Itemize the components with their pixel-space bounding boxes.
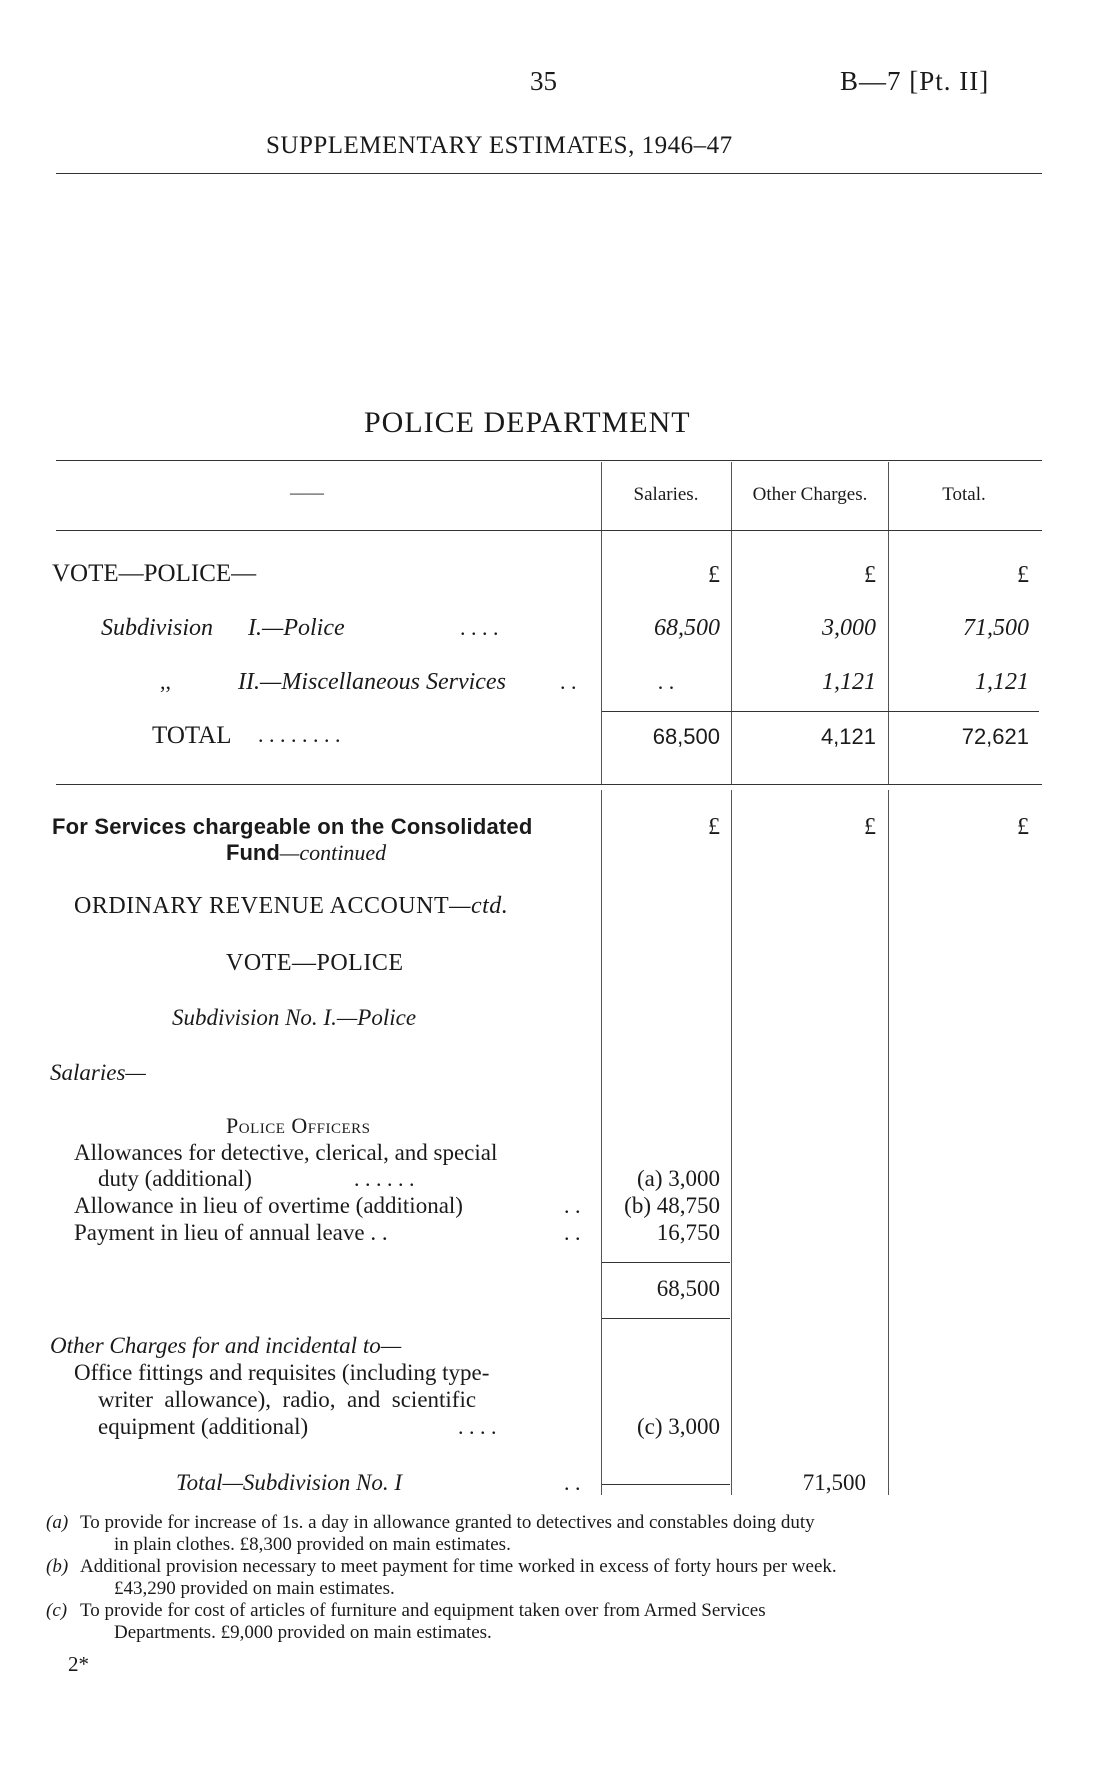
summary-blank-header: —— [290,483,324,502]
total-rule [602,711,1039,712]
footnote-b [46,1556,837,1578]
footnote-c-line2: Departments. £9,000 provided on main estimates. [114,1622,492,1643]
total-salaries: 68,500 [652,724,720,749]
summary-header-rule [56,530,1042,531]
detail-heading-line2 [226,840,386,866]
column-header-salaries: Salaries. [633,484,699,505]
footnote-text: To provide for cost of articles of furniture and equipment taken over from Armed Services [80,1600,766,1621]
other-item-amount: (c) 3,000 [636,1414,720,1439]
leader-dots: . . . . [458,1414,497,1439]
document-title: SUPPLEMENTARY ESTIMATES, 1946–47 [266,132,733,159]
other-charges-label: Other Charges for and incidental to— [50,1333,402,1358]
column-header-total: Total. [942,484,986,505]
item-line: duty (additional) [98,1166,252,1191]
leader-dots: . . [564,1220,581,1245]
currency-salaries: £ [708,562,720,588]
account-title [74,893,508,920]
currency-other: £ [864,562,876,588]
detail-currency-total: £ [1017,814,1029,840]
footnote-b-line2: £43,290 provided on main estimates. [114,1578,395,1599]
item-amount: (b) 48,750 [624,1193,720,1218]
column-header-other-charges: Other Charges. [752,484,868,505]
summary-row-label: I.—Police [248,615,345,641]
summary-top-rule [56,460,1042,461]
detail-currency-salaries: £ [708,814,720,840]
item-line: Payment in lieu of annual leave . . [74,1220,388,1245]
detail-heading: For Services chargeable on the Consolidated [52,814,533,839]
page-reference: B—7 [Pt. II] [840,66,990,96]
footnote-mark: (c) [46,1600,68,1621]
detail-col-divider-2 [731,790,732,1495]
total-label: TOTAL [152,722,232,749]
summary-cell-other: 3,000 [822,615,876,641]
detail-heading-fund: Fund [226,840,280,865]
header-rule [56,173,1042,174]
leader-dots: . . . . [460,615,499,640]
detail-col-divider-1 [601,790,602,1495]
footnote-mark: (a) [46,1512,69,1533]
footnote-mark: (b) [46,1556,69,1577]
leader-dots: . . [564,1470,581,1495]
summary-cell-salaries: 68,500 [654,615,720,641]
ditto-mark: ,, [160,669,171,694]
detail-subdivision: Subdivision No. I.—Police [172,1005,417,1030]
summary-row-prefix: Subdivision [101,615,213,641]
account-name: ORDINARY REVENUE ACCOUNT [74,893,450,919]
section-title: POLICE DEPARTMENT [364,406,691,439]
summary-cell-other: 1,121 [822,669,876,695]
salaries-label: Salaries— [50,1060,146,1085]
leader-dots: . . [564,1193,581,1218]
other-item-line: Office fittings and requisites (including type- [74,1360,490,1385]
footnote-a-line2: in plain clothes. £8,300 provided on main estimates. [114,1534,511,1555]
signature-mark: 2* [68,1652,89,1676]
summary-row-label: II.—Miscellaneous Services [238,669,506,695]
total-subdivision-rule [602,1484,730,1485]
other-item-line: writer allowance), radio, and scientific [98,1387,477,1412]
detail-heading-continued: —continued [279,840,387,865]
summary-cell-total: 71,500 [963,615,1029,641]
detail-col-divider-3 [888,790,889,1495]
leader-dots: . . . . . . [354,1166,415,1191]
police-officers-heading: Police Officers [226,1113,371,1138]
item-line: Allowances for detective, clerical, and special [74,1140,498,1165]
summary-cell-salaries: . . [657,669,675,694]
salaries-subtotal: 68,500 [656,1276,720,1301]
footnote-c [46,1600,766,1622]
account-suffix: —ctd. [449,893,509,919]
detail-currency-other: £ [864,814,876,840]
total-subdivision-label: Total—Subdivision No. I [176,1470,402,1495]
currency-total: £ [1017,562,1029,588]
total-grand: 72,621 [961,724,1029,749]
footnote-text: Additional provision necessary to meet payment for time worked in excess of forty hours per week. [80,1556,837,1577]
leader-dots: . . . . . . . . [258,722,341,747]
subtotal-rule [602,1262,730,1263]
page-number: 35 [530,66,557,96]
vote-label: VOTE—POLICE— [52,560,257,587]
summary-bottom-rule [56,784,1042,785]
leader-dots: . . [560,669,577,694]
item-amount: 16,750 [656,1220,720,1245]
item-amount: (a) 3,000 [636,1166,720,1191]
summary-cell-total: 1,121 [975,669,1029,695]
footnote-text: To provide for increase of 1s. a day in allowance granted to detectives and constables doing duty [80,1512,815,1533]
total-other: 4,121 [820,724,876,749]
detail-vote: VOTE—POLICE [226,950,404,976]
item-line: Allowance in lieu of overtime (additional) [74,1193,463,1218]
other-item-line: equipment (additional) [98,1414,309,1439]
total-subdivision-amount: 71,500 [802,1470,866,1495]
subtotal-rule [602,1318,730,1319]
footnote-a [46,1512,815,1534]
